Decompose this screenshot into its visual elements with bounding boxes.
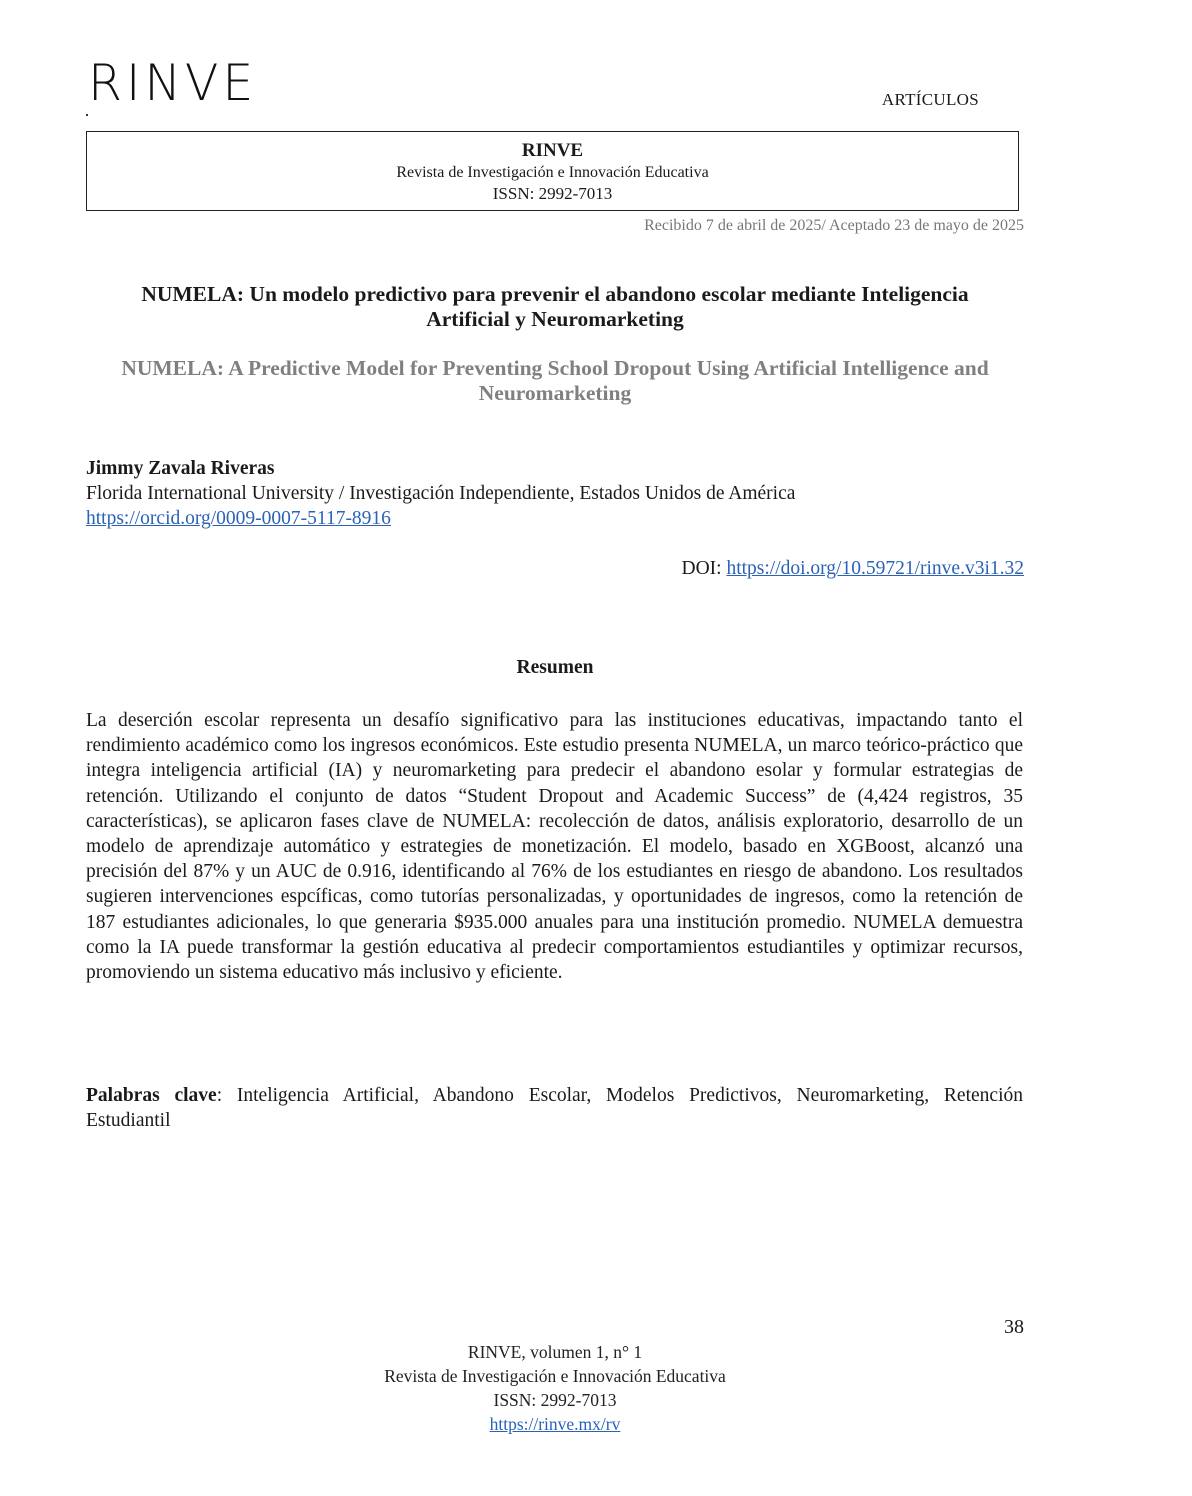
author-affiliation: Florida International University / Investigación Independiente, Estados Unidos de América: [86, 483, 796, 504]
footer-journal: Revista de Investigación e Innovación Educativa: [384, 1366, 726, 1386]
article-title-english: NUMELA: A Predictive Model for Preventing School Dropout Using Artificial Intelligence and Neuromarketing: [121, 356, 989, 405]
author-name: Jimmy Zavala Riveras: [86, 458, 275, 479]
orcid-link[interactable]: https://orcid.org/0009-0007-5117-8916: [86, 508, 391, 529]
page-number: 38: [1004, 1316, 1024, 1338]
footer-url-link[interactable]: https://rinve.mx/rv: [489, 1414, 621, 1434]
abstract-heading: Resumen: [516, 657, 594, 678]
journal-name: RINVE: [521, 140, 584, 161]
keywords-separator: :: [216, 1085, 223, 1106]
journal-info-box: [86, 131, 1019, 211]
page-footer: [0, 1340, 1110, 1436]
abstract-text: La deserción escolar representa un desafío significativo para las instituciones educativas, impactando tanto el rendimiento académico como los ingresos económicos. Este estudio presenta NUMELA, un marco teórico-práctico que integra inteligencia artificial (IA) y neuromarketing para predecir el abandono esolar y formular estrategias de retención. Utilizando el conjunto de datos “Student Dropout and Academic Success” de (4,424 registros, 35 características), se aplicaron fases clave de NUMELA: recolección de datos, análisis exploratorio, desarrollo de un modelo de aprendizaje automático y estrategies de monetización. El modelo, basado en XGBoost, alcanzó una precisión del 87% y un AUC de 0.916, identificando al 76% de los estudiantes en riesgo de abandono. Los resultados sugieren intervenciones espcíficas, como tutorías personalizadas, y oportunidades de ingresos, como la retención de 187 estudiantes adicionales, lo que generaria $935.000 anuales para una institución promedio. NUMELA demuestra como la IA puede transformar la gestión educativa al predecir comportamientos estudiantiles y optimizar recursos, promoviendo un sistema educativo más inclusivo y eficiente.: [86, 710, 1023, 984]
footer-issn: ISSN: 2992-7013: [493, 1390, 617, 1410]
author-block: [86, 456, 1026, 531]
journal-logo: RINVE: [88, 54, 258, 112]
article-title-spanish: NUMELA: Un modelo predictivo para prevenir el abandono escolar mediante Inteligencia Artificial y Neuromarketing: [141, 282, 969, 331]
received-accepted-dates: Recibido 7 de abril de 2025/ Aceptado 23 de mayo de 2025: [644, 217, 1024, 234]
keywords-list: Inteligencia Artificial, Abandono Escolar, Modelos Predictivos, Neuromarketing, Retención Estudiantil: [86, 1085, 1023, 1131]
doi-link[interactable]: https://doi.org/10.59721/rinve.v3i1.32: [726, 558, 1024, 579]
section-label: ARTÍCULOS: [881, 90, 979, 109]
logo-dot: [86, 114, 88, 116]
keywords-label: Palabras clave: [86, 1085, 217, 1106]
doi-line: [681, 558, 1024, 580]
journal-issn: ISSN: 2992-7013: [492, 184, 613, 203]
journal-subtitle: Revista de Investigación e Innovación Educativa: [396, 164, 709, 181]
footer-volume: RINVE, volumen 1, n° 1: [467, 1342, 643, 1362]
doi-label: DOI:: [681, 558, 727, 579]
keywords: [86, 1083, 1023, 1133]
